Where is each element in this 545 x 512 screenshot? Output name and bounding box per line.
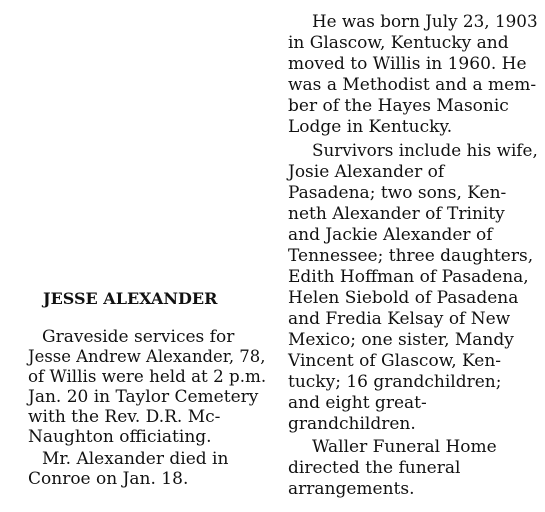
obituary-text-line: arrangements. bbox=[288, 479, 415, 499]
obituary-text-line: Jesse Andrew Alexander, 78, bbox=[28, 347, 266, 367]
obituary-text-line: Helen Siebold of Pasadena bbox=[288, 288, 519, 308]
obituary-text-line: neth Alexander of Trinity bbox=[288, 204, 505, 224]
obituary-text-line: Jan. 20 in Taylor Cemetery bbox=[28, 387, 259, 407]
obituary-text-line: moved to Willis in 1960. He bbox=[288, 54, 527, 74]
obituary-text-line: Conroe on Jan. 18. bbox=[28, 469, 189, 489]
obituary-text-line: Vincent of Glascow, Ken- bbox=[288, 351, 502, 371]
obituary-text-line: Josie Alexander of bbox=[288, 162, 445, 182]
obituary-text-line: Tennessee; three daughters, bbox=[288, 246, 534, 266]
obituary-text-line: of Willis were held at 2 p.m. bbox=[28, 367, 267, 387]
obituary-text-line: Survivors include his wife, bbox=[312, 141, 538, 161]
obituary-text-line: tucky; 16 grandchildren; bbox=[288, 372, 502, 392]
obituary-text-line: Lodge in Kentucky. bbox=[288, 117, 453, 137]
obituary-text-line: He was born July 23, 1903 bbox=[312, 12, 538, 32]
obituary-text-line: ber of the Hayes Masonic bbox=[288, 96, 509, 116]
obituary-text-line: Edith Hoffman of Pasadena, bbox=[288, 267, 529, 287]
obituary-text-line: Mr. Alexander died in bbox=[42, 449, 229, 469]
obituary-text-line: was a Methodist and a mem- bbox=[288, 75, 537, 95]
obituary-text-line: grandchildren. bbox=[288, 414, 416, 434]
obituary-text-line: Pasadena; two sons, Ken- bbox=[288, 183, 507, 203]
obituary-heading: JESSE ALEXANDER bbox=[43, 289, 218, 308]
obituary-text-line: directed the funeral bbox=[288, 458, 461, 478]
obituary-text-line: in Glascow, Kentucky and bbox=[288, 33, 509, 53]
obituary-text-line: Waller Funeral Home bbox=[312, 437, 497, 457]
obituary-text-line: and eight great- bbox=[288, 393, 427, 413]
obituary-text-line: with the Rev. D.R. Mc- bbox=[28, 407, 221, 427]
obituary-text-line: and Jackie Alexander of bbox=[288, 225, 493, 245]
obituary-text-line: and Fredia Kelsay of New bbox=[288, 309, 511, 329]
obituary-text-line: Mexico; one sister, Mandy bbox=[288, 330, 514, 350]
obituary-text-line: Graveside services for bbox=[42, 327, 235, 347]
obituary-text-line: Naughton officiating. bbox=[28, 427, 212, 447]
